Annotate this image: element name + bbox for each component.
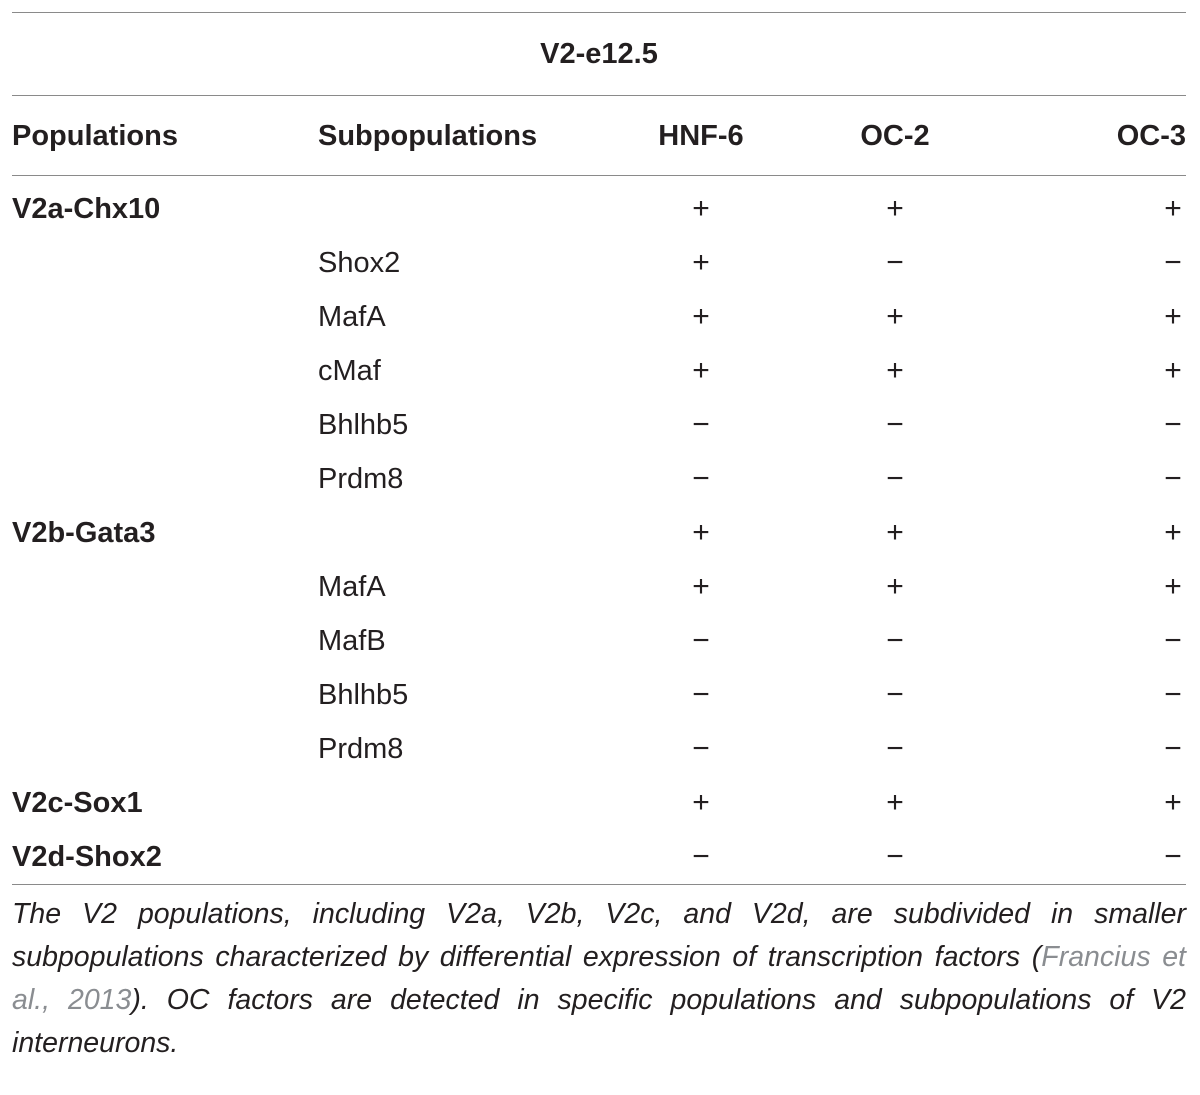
oc3-expression-sign: + bbox=[1164, 299, 1182, 333]
oc2-expression-sign: − bbox=[886, 407, 904, 441]
hnf6-expression-sign: − bbox=[692, 407, 710, 441]
hnf6-expression-sign: + bbox=[692, 191, 710, 225]
caption-citation-link[interactable]: Francius et al., 2013 bbox=[12, 941, 1186, 1016]
population-label: V2c-Sox1 bbox=[12, 786, 143, 819]
population-cell bbox=[12, 722, 318, 776]
population-cell bbox=[12, 776, 318, 830]
oc3-expression-sign: − bbox=[1164, 461, 1182, 495]
hnf6-expression-sign: + bbox=[692, 245, 710, 279]
hnf6-cell bbox=[604, 614, 798, 668]
subpopulation-label: Bhlhb5 bbox=[318, 408, 409, 441]
oc2-expression-sign: + bbox=[886, 191, 904, 225]
hnf6-cell bbox=[604, 668, 798, 722]
oc2-expression-sign: + bbox=[886, 569, 904, 603]
population-cell bbox=[12, 506, 318, 560]
subpopulation-label: MafA bbox=[318, 300, 386, 333]
hnf6-cell bbox=[604, 560, 798, 614]
oc3-expression-sign: + bbox=[1164, 569, 1182, 603]
hnf6-expression-sign: − bbox=[692, 623, 710, 657]
oc2-expression-sign: − bbox=[886, 677, 904, 711]
oc3-expression-sign: − bbox=[1164, 677, 1182, 711]
oc2-expression-sign: − bbox=[886, 461, 904, 495]
oc3-cell bbox=[992, 668, 1186, 722]
subpopulation-label: Prdm8 bbox=[318, 462, 404, 495]
oc3-expression-sign: − bbox=[1164, 245, 1182, 279]
header-subpopulations: Subpopulations bbox=[318, 119, 538, 152]
population-cell bbox=[12, 176, 318, 236]
subpopulation-cell bbox=[318, 452, 604, 506]
oc2-cell bbox=[798, 560, 992, 614]
table-row bbox=[12, 830, 1186, 884]
oc3-cell bbox=[992, 614, 1186, 668]
table-title: V2-e12.5 bbox=[540, 37, 658, 70]
population-cell bbox=[12, 668, 318, 722]
hnf6-expression-sign: − bbox=[692, 731, 710, 765]
subpopulation-cell bbox=[318, 398, 604, 452]
subpopulation-label: Bhlhb5 bbox=[318, 678, 409, 711]
oc2-cell bbox=[798, 398, 992, 452]
subpopulation-cell bbox=[318, 614, 604, 668]
population-label: V2d-Shox2 bbox=[12, 840, 162, 873]
table-row bbox=[12, 506, 1186, 560]
subpopulation-cell bbox=[318, 236, 604, 290]
oc3-cell bbox=[992, 560, 1186, 614]
subpopulation-cell bbox=[318, 830, 604, 884]
oc3-expression-sign: − bbox=[1164, 407, 1182, 441]
header-hnf6: HNF-6 bbox=[658, 119, 744, 152]
oc3-cell bbox=[992, 830, 1186, 884]
header-oc3: OC-3 bbox=[1116, 119, 1186, 152]
oc2-cell bbox=[798, 722, 992, 776]
population-cell bbox=[12, 398, 318, 452]
subpopulation-label: cMaf bbox=[318, 354, 381, 387]
table-figure bbox=[12, 12, 1186, 1065]
header-row bbox=[12, 96, 1186, 176]
population-cell bbox=[12, 236, 318, 290]
subpopulation-cell bbox=[318, 344, 604, 398]
table-row bbox=[12, 236, 1186, 290]
oc2-cell bbox=[798, 176, 992, 236]
population-label: V2a-Chx10 bbox=[12, 192, 161, 225]
hnf6-cell bbox=[604, 830, 798, 884]
hnf6-expression-sign: − bbox=[692, 839, 710, 873]
oc2-expression-sign: + bbox=[886, 515, 904, 549]
subpopulation-cell bbox=[318, 290, 604, 344]
oc3-expression-sign: − bbox=[1164, 623, 1182, 657]
oc3-expression-sign: − bbox=[1164, 839, 1182, 873]
subpopulation-cell bbox=[318, 722, 604, 776]
hnf6-expression-sign: + bbox=[692, 785, 710, 819]
oc2-expression-sign: + bbox=[886, 299, 904, 333]
hnf6-cell bbox=[604, 290, 798, 344]
oc2-cell bbox=[798, 236, 992, 290]
bottom-rule bbox=[12, 884, 1186, 885]
caption-text-before: The V2 populations, including V2a, V2b, V2c, and V2d, are subdivided in smaller subpopulations characterized by differential expression of transcription factors ( bbox=[12, 898, 1186, 973]
subpopulation-label: Shox2 bbox=[318, 246, 401, 279]
oc2-expression-sign: − bbox=[886, 245, 904, 279]
table-body bbox=[12, 176, 1186, 884]
hnf6-cell bbox=[604, 176, 798, 236]
table-row bbox=[12, 398, 1186, 452]
hnf6-expression-sign: + bbox=[692, 515, 710, 549]
population-cell bbox=[12, 290, 318, 344]
population-cell bbox=[12, 614, 318, 668]
oc3-expression-sign: + bbox=[1164, 191, 1182, 225]
oc2-cell bbox=[798, 776, 992, 830]
hnf6-expression-sign: − bbox=[692, 677, 710, 711]
hnf6-expression-sign: − bbox=[692, 461, 710, 495]
subpopulation-label: Prdm8 bbox=[318, 732, 404, 765]
oc3-cell bbox=[992, 398, 1186, 452]
hnf6-cell bbox=[604, 344, 798, 398]
oc3-expression-sign: + bbox=[1164, 515, 1182, 549]
subpopulation-cell bbox=[318, 776, 604, 830]
subpopulation-cell bbox=[318, 560, 604, 614]
oc3-cell bbox=[992, 506, 1186, 560]
hnf6-cell bbox=[604, 506, 798, 560]
oc2-cell bbox=[798, 344, 992, 398]
population-cell bbox=[12, 560, 318, 614]
caption-text-after: ). OC factors are detected in specific populations and subpopulations of V2 interneurons. bbox=[12, 984, 1186, 1059]
hnf6-expression-sign: + bbox=[692, 569, 710, 603]
population-cell bbox=[12, 452, 318, 506]
oc2-cell bbox=[798, 506, 992, 560]
expression-table bbox=[12, 96, 1186, 884]
oc2-expression-sign: + bbox=[886, 785, 904, 819]
table-row bbox=[12, 668, 1186, 722]
hnf6-expression-sign: + bbox=[692, 353, 710, 387]
oc3-cell bbox=[992, 236, 1186, 290]
hnf6-cell bbox=[604, 452, 798, 506]
oc2-cell bbox=[798, 452, 992, 506]
oc3-cell bbox=[992, 722, 1186, 776]
hnf6-cell bbox=[604, 398, 798, 452]
population-label: V2b-Gata3 bbox=[12, 516, 156, 549]
table-row bbox=[12, 344, 1186, 398]
table-row bbox=[12, 560, 1186, 614]
table-row bbox=[12, 452, 1186, 506]
table-row bbox=[12, 290, 1186, 344]
header-populations: Populations bbox=[12, 119, 178, 152]
oc3-expression-sign: − bbox=[1164, 731, 1182, 765]
table-row bbox=[12, 176, 1186, 236]
oc3-expression-sign: + bbox=[1164, 353, 1182, 387]
oc3-cell bbox=[992, 344, 1186, 398]
oc2-expression-sign: − bbox=[886, 623, 904, 657]
oc2-cell bbox=[798, 614, 992, 668]
subpopulation-cell bbox=[318, 176, 604, 236]
oc3-cell bbox=[992, 176, 1186, 236]
oc3-cell bbox=[992, 290, 1186, 344]
subpopulation-label: MafA bbox=[318, 570, 386, 603]
table-row bbox=[12, 614, 1186, 668]
oc2-cell bbox=[798, 290, 992, 344]
subpopulation-cell bbox=[318, 506, 604, 560]
table-row bbox=[12, 722, 1186, 776]
oc2-expression-sign: + bbox=[886, 353, 904, 387]
subpopulation-cell bbox=[318, 668, 604, 722]
population-cell bbox=[12, 830, 318, 884]
population-cell bbox=[12, 344, 318, 398]
hnf6-cell bbox=[604, 236, 798, 290]
oc3-cell bbox=[992, 452, 1186, 506]
oc3-expression-sign: + bbox=[1164, 785, 1182, 819]
oc2-cell bbox=[798, 668, 992, 722]
subpopulation-label: MafB bbox=[318, 624, 386, 657]
table-row bbox=[12, 776, 1186, 830]
oc3-cell bbox=[992, 776, 1186, 830]
header-rule bbox=[12, 175, 1186, 176]
oc2-expression-sign: − bbox=[886, 731, 904, 765]
hnf6-cell bbox=[604, 776, 798, 830]
oc2-expression-sign: − bbox=[886, 839, 904, 873]
hnf6-cell bbox=[604, 722, 798, 776]
oc2-cell bbox=[798, 830, 992, 884]
header-oc2: OC-2 bbox=[860, 119, 930, 152]
table-caption bbox=[12, 893, 1186, 1065]
hnf6-expression-sign: + bbox=[692, 299, 710, 333]
